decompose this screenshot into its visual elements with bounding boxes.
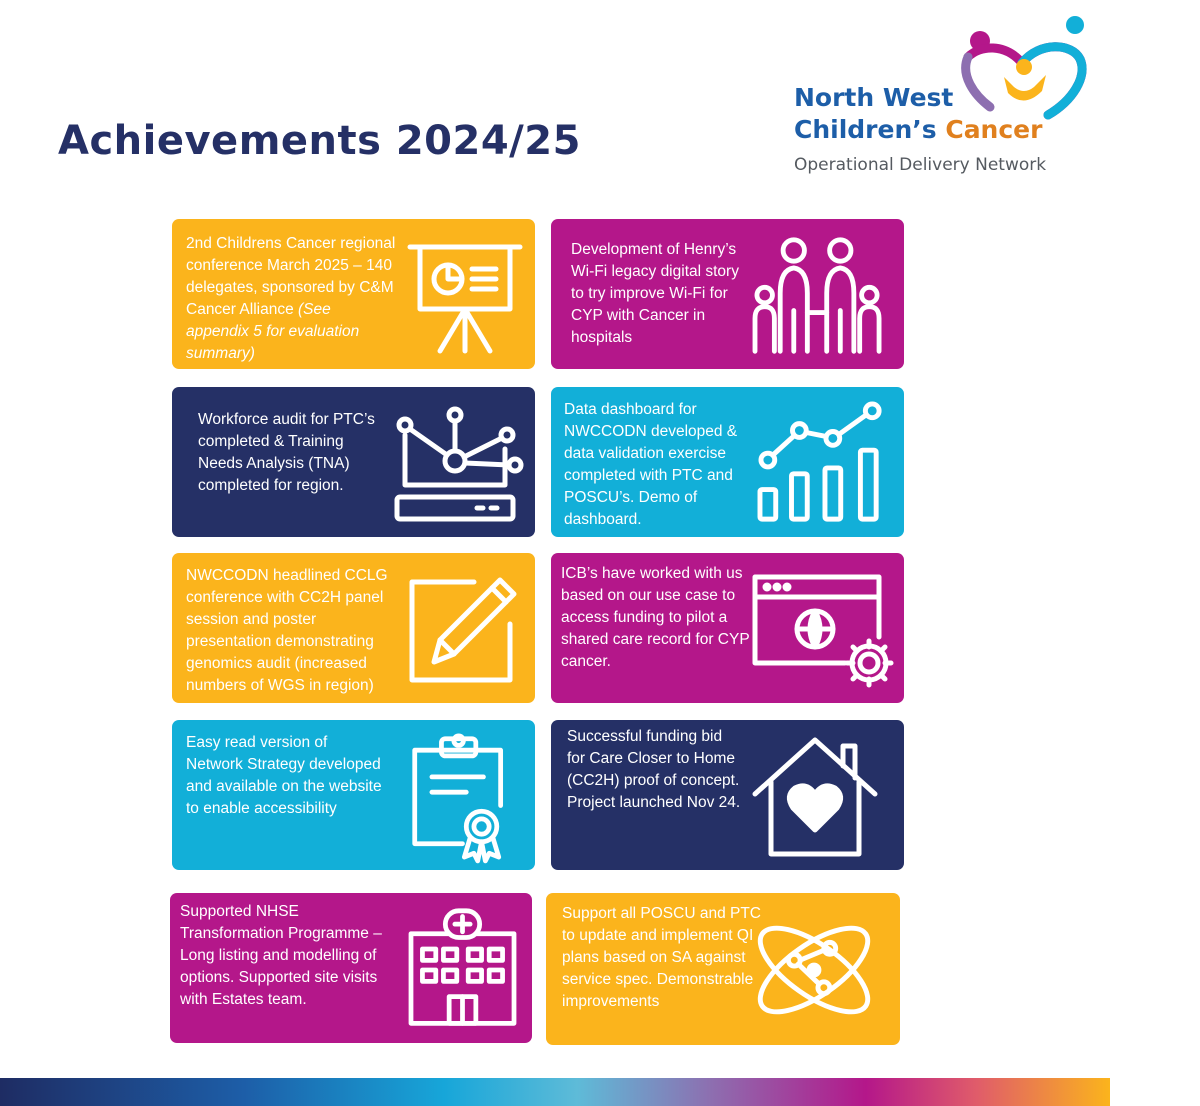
pencil-note-icon — [404, 567, 524, 689]
house-heart-icon — [749, 732, 879, 862]
presentation-board-icon — [400, 239, 530, 359]
network-laptop-icon — [387, 405, 527, 525]
page-title: Achievements 2024/25 — [58, 118, 581, 164]
logo-line-3: Operational Delivery Network — [794, 155, 1047, 175]
card-text: ICB’s have worked with us based on our use case to access funding to pilot a shared care record for CYP cancer. — [561, 565, 750, 670]
card-text: Successful funding bid for Care Closer to Home (CC2H) proof of concept. Project launched Nov 24. — [567, 728, 741, 811]
card-text: NWCCODN headlined CCLG conference with CC2H panel session and poster presentation demonstrating genomics audit (increased numbers of WGS in region) — [186, 567, 388, 694]
achievement-card-cc2h-funding — [551, 720, 904, 870]
bar-chart-icon — [753, 399, 893, 527]
achievement-card-workforce-audit — [172, 387, 535, 537]
achievement-card-shared-care-record — [551, 553, 904, 703]
family-icon — [743, 235, 893, 361]
achievement-card-nhse-transformation — [170, 893, 532, 1043]
card-text: 2nd Childrens Cancer regional conference March 2025 – 140 delegates, sponsored by C&M Cancer Alliance (See appendix 5 for evaluation summary) — [186, 235, 396, 362]
achievement-card-wifi-story — [551, 219, 904, 369]
card-text: Development of Henry’s Wi-Fi legacy digital story to try improve Wi-Fi for CYP with Cancer in hospitals — [571, 241, 739, 346]
clipboard-award-icon — [409, 728, 514, 864]
logo-figures-icon — [960, 15, 1090, 135]
atom-icon — [744, 901, 884, 1039]
achievement-card-easy-read — [172, 720, 535, 870]
achievement-card-qi-plans — [546, 893, 900, 1045]
hospital-icon — [405, 907, 520, 1031]
card-text: Data dashboard for NWCCODN developed & data validation exercise completed with PTC and POSCU’s. Demo of dashboard. — [564, 401, 738, 528]
logo-line-1: North West — [794, 83, 954, 112]
card-text: Support all POSCU and PTC to update and implement QI plans based on SA against service spec. Demonstrable improvements — [562, 905, 762, 1010]
card-text: Workforce audit for PTC’s completed & Training Needs Analysis (TNA) completed for region. — [198, 411, 375, 494]
footer-gradient-bar — [0, 1078, 1110, 1106]
card-text: Easy read version of Network Strategy developed and available on the website to enable accessibility — [186, 734, 382, 817]
card-note: (See appendix 5 for evaluation summary) — [186, 301, 360, 362]
achievement-card-conference — [172, 219, 535, 369]
web-settings-icon — [749, 571, 899, 691]
card-text: Supported NHSE Transformation Programme – Long listing and modelling of options. Supported site visits with Estates team. — [180, 903, 382, 1008]
network-logo — [790, 15, 1090, 185]
achievement-card-data-dashboard — [551, 387, 904, 537]
logo-line-2-b: Cancer — [945, 115, 1043, 144]
logo-line-2-a: Children’s — [794, 115, 946, 144]
achievement-card-cclg-conference — [172, 553, 535, 703]
